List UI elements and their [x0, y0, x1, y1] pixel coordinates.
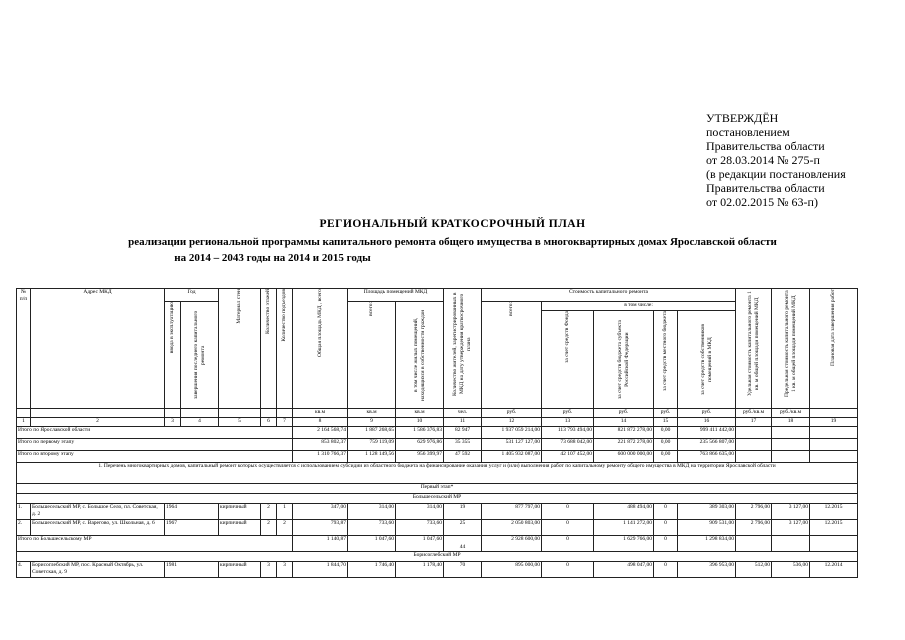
col-number: 1 [17, 418, 31, 427]
col-number: 5 [219, 418, 261, 427]
col-number: 4 [181, 418, 219, 427]
approval-line: УТВЕРЖДЁН [706, 111, 779, 125]
unit-cell [31, 409, 165, 418]
row-year: 1964 [165, 504, 219, 520]
cost-local-budget: 0,00 [654, 427, 678, 439]
subtotal-premises-residential: 1 047,60 [396, 536, 444, 552]
district-row [17, 552, 858, 562]
header-incl: в том числе: [542, 302, 736, 311]
unit-cell [219, 409, 261, 418]
header-unit-cost-text: Удельная стоимость капитального ремонта 1 кв. м общей площади помещений МКД [746, 291, 760, 397]
header-floors-text: Количество этажей [265, 289, 271, 335]
header-premises-total-text: всего: [368, 302, 374, 316]
header-repair-cost: Стоимость капитального ремонта [482, 289, 736, 302]
residents: 35 355 [444, 439, 482, 451]
row-fund: 0 [542, 562, 594, 578]
row-local-budget: 0 [654, 562, 678, 578]
cost-total: 1 937 059 214,00 [482, 427, 542, 439]
unit-cell [277, 409, 293, 418]
subtotal-local-budget: 0 [654, 536, 678, 552]
cost-total: 531 127 127,00 [482, 439, 542, 451]
column-number-row [17, 418, 858, 427]
header-year-commission-text: ввода в эксплуатацию [169, 302, 175, 354]
stage-heading: Первый этап* [17, 484, 858, 494]
approval-line: от 28.03.2014 № 275-п [706, 153, 820, 167]
row-cost-total: 895 000,00 [482, 562, 542, 578]
units-row [17, 409, 858, 418]
row-premises-total: 314,00 [348, 504, 396, 520]
cost-fund: 42 107 452,00 [542, 451, 594, 463]
header-planned-date [810, 289, 858, 409]
header-owners [678, 311, 736, 409]
approval-line: Правительства области [706, 139, 825, 153]
row-cost-total: 2 050 803,00 [482, 520, 542, 536]
row-floors: 2 [261, 504, 277, 520]
subtotal-premises-total: 1 047,60 [348, 536, 396, 552]
total-area: 2 164 568,74 [293, 427, 348, 439]
header-residents [444, 289, 482, 409]
header-row-1 [17, 289, 858, 302]
unit-cell: руб./кв.м [772, 409, 810, 418]
row-floors: 3 [261, 562, 277, 578]
subtotal-subject-budget: 1 629 766,00 [594, 536, 654, 552]
header-premises-total [348, 302, 396, 409]
premises-residential: 1 586 376,83 [396, 427, 444, 439]
col-number: 13 [542, 418, 594, 427]
cost-fund: 113 793 494,00 [542, 427, 594, 439]
header-fund [542, 311, 594, 409]
row-unit-cost: 2 796,00 [736, 520, 772, 536]
row-owners: 389 303,00 [678, 504, 736, 520]
row-max-cost: 536,00 [772, 562, 810, 578]
total-label: Итого по второму этапу [17, 451, 293, 463]
row-owners: 909 531,00 [678, 520, 736, 536]
premises-residential: 956 399,97 [396, 451, 444, 463]
cost-owners: 999 411 442,00 [678, 427, 736, 439]
total-row-region [17, 427, 858, 439]
header-year: Год [165, 289, 219, 302]
row-premises-residential: 1 178,40 [396, 562, 444, 578]
unit-cell [261, 409, 277, 418]
row-subject-budget: 1 141 272,00 [594, 520, 654, 536]
col-number: 6 [261, 418, 277, 427]
table-row [17, 520, 858, 536]
unit-cell: чел. [444, 409, 482, 418]
district-heading: Борисоглебский МР [17, 552, 858, 562]
col-number: 16 [678, 418, 736, 427]
row-entrances: 3 [277, 562, 293, 578]
unit-cell [165, 409, 181, 418]
header-year-last-repair-text: завершения последнего капитального ремонта [192, 310, 206, 400]
premises-residential: 629 976,86 [396, 439, 444, 451]
row-year: 1981 [165, 562, 219, 578]
row-max-cost: 3 127,00 [772, 520, 810, 536]
header-subject-budget-text: за счет средств бюджета субъекта Российской Федерации [616, 320, 630, 399]
col-number: 10 [396, 418, 444, 427]
header-cost-total [482, 302, 542, 409]
row-premises-residential: 733,60 [396, 520, 444, 536]
row-floors: 2 [261, 520, 277, 536]
total-area: 1 310 766,37 [293, 451, 348, 463]
row-unit-cost: 512,00 [736, 562, 772, 578]
cost-subject-budget: 600 000 000,00 [594, 451, 654, 463]
row-unit-cost: 2 796,00 [736, 504, 772, 520]
subtotal-cost-total: 2 928 600,00 [482, 536, 542, 552]
row-residents: 25 [444, 520, 482, 536]
subtotal-total-area: 1 140,87 [293, 536, 348, 552]
row-local-budget: 0 [654, 504, 678, 520]
row-date: 12.2015 [810, 504, 858, 520]
col-number: 19 [810, 418, 858, 427]
unit-cell [810, 409, 858, 418]
header-max-cost-text: Предельная стоимость капитального ремонта 1 кв. м общей площади помещений МКД [783, 290, 797, 398]
header-owners-text: за счет средств собственников помещений в МКД [699, 324, 713, 395]
total-row-stage1 [17, 439, 858, 451]
header-planned-date-text: Плановая дата завершения работ [830, 289, 837, 367]
row-no: 1. [17, 504, 31, 520]
premises-total: 1 887 268,65 [348, 427, 396, 439]
col-number: 12 [482, 418, 542, 427]
cost-local-budget: 0,00 [654, 439, 678, 451]
row-premises-residential: 314,00 [396, 504, 444, 520]
cost-subject-budget: 221 872 278,00 [594, 439, 654, 451]
subtotal-owners: 1 298 834,00 [678, 536, 736, 552]
header-total-area [293, 289, 348, 409]
total-label: Итого по первому этапу [17, 439, 293, 451]
premises-total: 1 128 149,56 [348, 451, 396, 463]
header-floors [261, 289, 277, 409]
unit-cell: кв.м [293, 409, 348, 418]
residents: 47 592 [444, 451, 482, 463]
header-wall-material-text: Материал стен [236, 289, 242, 324]
approval-stamp [706, 111, 846, 209]
row-premises-total: 1 746,40 [348, 562, 396, 578]
row-owners: 396 953,00 [678, 562, 736, 578]
row-wall: кирпичный [219, 520, 261, 536]
row-wall: кирпичный [219, 562, 261, 578]
col-number: 2 [31, 418, 165, 427]
header-cost-total-text: всего: [508, 302, 514, 316]
row-subject-budget: 488 494,00 [594, 504, 654, 520]
total-area: 853 802,37 [293, 439, 348, 451]
subtotal-row [17, 536, 858, 552]
col-number: 8 [293, 418, 348, 427]
row-no: 4. [17, 562, 31, 578]
approval-line: от 02.02.2015 № 63-п) [706, 195, 818, 209]
header-year-commission [165, 302, 181, 409]
row-wall: кирпичный [219, 504, 261, 520]
row-total-area: 793,87 [293, 520, 348, 536]
approval-line: постановлением [706, 125, 790, 139]
row-residents: 70 [444, 562, 482, 578]
plan-title: РЕГИОНАЛЬНЫЙ КРАТКОСРОЧНЫЙ ПЛАН [319, 218, 586, 230]
header-premises-area: Площадь помещений МКД [348, 289, 444, 302]
col-number: 15 [654, 418, 678, 427]
row-max-cost: 3 127,00 [772, 504, 810, 520]
premises-total: 759 119,09 [348, 439, 396, 451]
stage-row [17, 484, 858, 494]
district-row [17, 494, 858, 504]
header-wall-material [219, 289, 261, 409]
table-row [17, 504, 858, 520]
row-year: 1967 [165, 520, 219, 536]
row-total-area: 1 844,70 [293, 562, 348, 578]
header-premises-residential [396, 302, 444, 409]
col-number: 14 [594, 418, 654, 427]
header-entrances [277, 289, 293, 409]
cost-owners: 235 566 807,00 [678, 439, 736, 451]
section-heading: 1. Перечень многоквартирных домов, капитальный ремонт которых осуществляется с использованием субсидии из областного бюджета на финансирование оказания услуг и (или) выполнения работ по капитальному ремонту общего имущества в МКД на территории Ярославской области [17, 463, 858, 484]
unit-cell [17, 409, 31, 418]
col-number: 3 [165, 418, 181, 427]
unit-cell: кв.м [396, 409, 444, 418]
total-label: Итого по Ярославской области [17, 427, 293, 439]
plan-table [16, 288, 858, 578]
header-max-cost [772, 289, 810, 409]
subtotal-label: Итого по Большесельскому МР [17, 536, 293, 552]
unit-cell: кв.м [348, 409, 396, 418]
cost-owners: 763 866 635,00 [678, 451, 736, 463]
row-entrances: 2 [277, 520, 293, 536]
approval-line: Правительства области [706, 181, 825, 195]
unit-cell: руб. [678, 409, 736, 418]
district-heading: Большесельский МР [17, 494, 858, 504]
row-date: 12.2015 [810, 520, 858, 536]
unit-cell: руб. [594, 409, 654, 418]
row-address: Борисоглебский МР, пос. Красный Октябрь, ул. Советская, д. 9 [31, 562, 165, 578]
header-premises-residential-text: в том числе жилых помещений, находящихся в собственности граждан [412, 309, 426, 401]
row-subject-budget: 498 047,00 [594, 562, 654, 578]
unit-cell: руб. [482, 409, 542, 418]
subtotal-fund: 0 [542, 536, 594, 552]
plan-period: на 2014 – 2043 годы на 2014 и 2015 годы [174, 252, 371, 264]
plan-subtitle: реализации региональной программы капитального ремонта общего имущества в многоквартирных домах Ярославской области [128, 236, 777, 248]
header-total-area-text: Общая площадь МКД , всего [316, 289, 323, 357]
row-local-budget: 0 [654, 520, 678, 536]
header-address: Адрес МКД [31, 289, 165, 409]
col-number: 11 [444, 418, 482, 427]
row-address: Большесельский МР, с. Большое Село, пл. Советская, д. 2 [31, 504, 165, 520]
approval-line: (в редакции постановления [706, 167, 846, 181]
col-number: 17 [736, 418, 772, 427]
row-date: 12.2014 [810, 562, 858, 578]
header-unit-cost [736, 289, 772, 409]
unit-cell: руб. [542, 409, 594, 418]
header-subject-budget [594, 311, 654, 409]
table-row [17, 562, 858, 578]
row-total-area: 347,00 [293, 504, 348, 520]
header-local-budget-text: за счет средств местного бюджета [662, 311, 668, 391]
col-number: 9 [348, 418, 396, 427]
unit-cell: руб. [654, 409, 678, 418]
cost-fund: 73 688 042,00 [542, 439, 594, 451]
header-residents-text: Количество жителей, зарегистрированных в МКД на дату утверждения краткосрочного плана [452, 292, 472, 396]
col-number: 18 [772, 418, 810, 427]
header-local-budget [654, 311, 678, 409]
row-fund: 0 [542, 504, 594, 520]
header-entrances-text: Количество подъездов [281, 289, 287, 342]
col-number: 7 [277, 418, 293, 427]
cost-subject-budget: 821 872 278,00 [594, 427, 654, 439]
row-premises-total: 733,60 [348, 520, 396, 536]
header-year-last-repair [181, 302, 219, 409]
row-cost-total: 877 797,00 [482, 504, 542, 520]
header-no: № п/п [17, 289, 31, 409]
section-row [17, 463, 858, 484]
unit-cell: руб./кв.м [736, 409, 772, 418]
subtotal-residents: 44 [444, 536, 482, 552]
cost-total: 1 405 932 087,00 [482, 451, 542, 463]
unit-cell [181, 409, 219, 418]
row-entrances: 1 [277, 504, 293, 520]
row-residents: 19 [444, 504, 482, 520]
cost-local-budget: 0,00 [654, 451, 678, 463]
row-fund: 0 [542, 520, 594, 536]
total-row-stage2 [17, 451, 858, 463]
row-no: 2. [17, 520, 31, 536]
header-fund-text: за счет средств Фонда [564, 311, 570, 363]
row-address: Большесельский МР, с. Варегово, ул. Школьная, д. 6 [31, 520, 165, 536]
residents: 82 947 [444, 427, 482, 439]
